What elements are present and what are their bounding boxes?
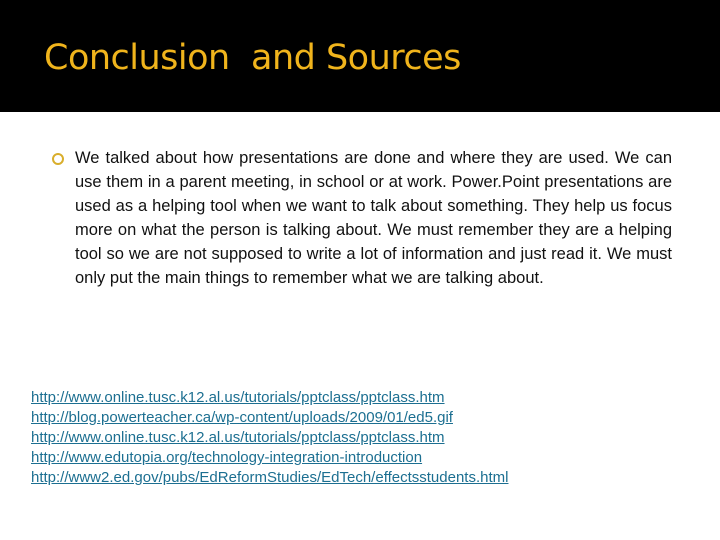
source-link[interactable]: http://blog.powerteacher.ca/wp-content/uploads/2009/01/ed5.gif [31, 409, 453, 426]
bullet-circle-icon [52, 153, 64, 165]
source-link[interactable]: http://www.online.tusc.k12.al.us/tutorials/pptclass/pptclass.htm [31, 429, 445, 446]
source-link[interactable]: http://www.edutopia.org/technology-integration-introduction [31, 449, 423, 466]
source-link[interactable]: http://www.online.tusc.k12.al.us/tutorials/pptclass/pptclass.htm [31, 389, 445, 406]
title-bar [0, 0, 720, 112]
slide-title: Conclusion and Sources [44, 38, 461, 78]
sources-list [31, 388, 508, 488]
source-link[interactable]: http://www2.ed.gov/pubs/EdReformStudies/EdTech/effectsstudents.html [31, 469, 509, 486]
conclusion-paragraph: We talked about how presentations are done and where they are used. We can use them in a parent meeting, in school or at work. Power.Point presentations are used as a helping tool when we want to talk about something. They help us focus more on what the person is talking about. We must remember they are a helping tool so we are not supposed to write a lot of information and just read it. We must only put the main things to remember what we are talking about. [75, 149, 672, 287]
